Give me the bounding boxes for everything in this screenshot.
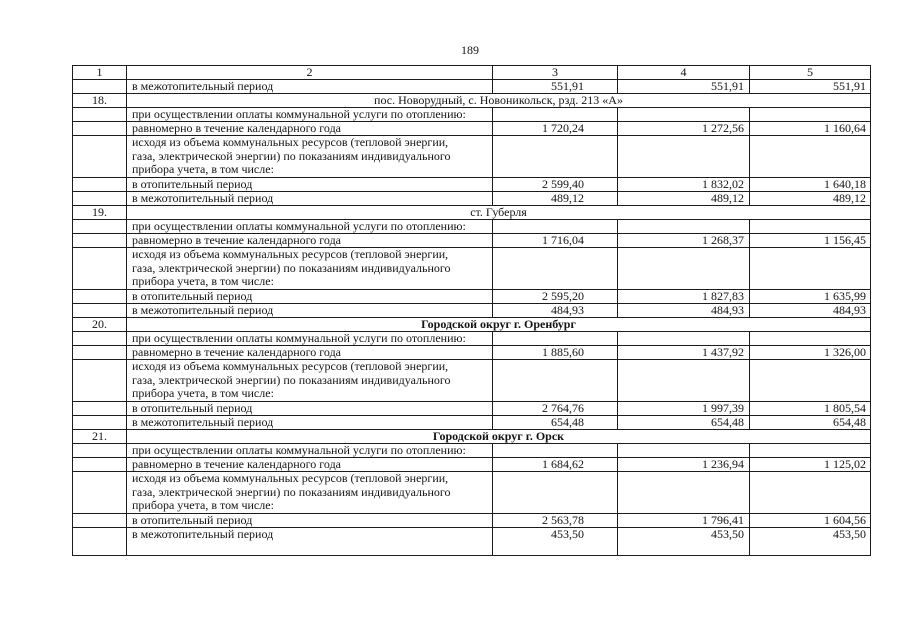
empty-cell [618,248,750,290]
uniform-payment-label: равномерно в течение календарного года [127,122,493,136]
uniform-payment-value-col3: 1 716,04 [493,234,618,248]
empty-cell [618,136,750,178]
uniform-payment-value-col4: 1 437,92 [618,346,750,360]
non-heating-label: в межотопительный период [127,416,493,430]
empty-cell [73,360,127,402]
meter-based-label-line: исходя из объема коммунальных ресурсов (тепловой энергии, [132,359,449,374]
uniform-payment-label: равномерно в течение календарного года [127,346,493,360]
heating-period-label: в отопительный период [127,290,493,304]
empty-cell [73,108,127,122]
non-heating-value-col3: 453,50 [493,528,618,556]
empty-cell [618,360,750,402]
payment-method-row [73,332,871,346]
header-col-2: 2 [127,66,493,80]
empty-cell [493,248,618,290]
empty-cell [750,248,871,290]
non-heating-value-col5: 551,91 [750,80,871,94]
group-title-row [73,206,871,220]
payment-method-row [73,108,871,122]
empty-cell [618,472,750,514]
group-number: 19. [73,206,127,220]
heating-period-value-col4: 1 832,02 [618,178,750,192]
uniform-payment-value-col5: 1 326,00 [750,346,871,360]
heating-period-label: в отопительный период [127,178,493,192]
group-title: Городской округ г. Орск [127,430,871,444]
uniform-payment-value-col3: 1 720,24 [493,122,618,136]
empty-cell [750,444,871,458]
non-heating-label: в межотопительный период [127,192,493,206]
empty-cell [73,290,127,304]
non-heating-period-row [73,528,871,556]
meter-based-label [127,248,493,290]
empty-cell [73,248,127,290]
empty-cell [73,332,127,346]
meter-based-label-line: исходя из объема коммунальных ресурсов (тепловой энергии, [132,471,449,486]
non-heating-value-col3: 654,48 [493,416,618,430]
heating-period-value-col3: 2 764,76 [493,402,618,416]
heating-period-value-col4: 1 796,41 [618,514,750,528]
empty-cell [493,444,618,458]
non-heating-label: в межотопительный период [127,80,493,94]
empty-cell [493,472,618,514]
uniform-payment-value-col5: 1 125,02 [750,458,871,472]
non-heating-value-col3: 484,93 [493,304,618,318]
group-title: ст. Губерля [127,206,871,220]
meter-based-row [73,360,871,402]
uniform-payment-row [73,234,871,248]
empty-cell [73,458,127,472]
meter-based-row [73,248,871,290]
non-heating-value-col3: 551,91 [493,80,618,94]
empty-cell [73,220,127,234]
group-title-row [73,430,871,444]
heating-period-value-col4: 1 827,83 [618,290,750,304]
heating-period-value-col5: 1 805,54 [750,402,871,416]
empty-cell [493,220,618,234]
uniform-payment-value-col4: 1 236,94 [618,458,750,472]
empty-cell [73,416,127,430]
uniform-payment-label: равномерно в течение календарного года [127,458,493,472]
empty-cell [618,332,750,346]
group-number: 20. [73,318,127,332]
heating-period-value-col5: 1 604,56 [750,514,871,528]
header-col-4: 4 [618,66,750,80]
non-heating-value-col5: 489,12 [750,192,871,206]
header-col-5: 5 [750,66,871,80]
uniform-payment-value-col4: 1 272,56 [618,122,750,136]
empty-cell [73,122,127,136]
empty-cell [73,402,127,416]
meter-based-label [127,360,493,402]
empty-cell [750,136,871,178]
non-heating-value-col3: 489,12 [493,192,618,206]
empty-cell [73,178,127,192]
meter-based-label [127,472,493,514]
group-title: Городской округ г. Оренбург [127,318,871,332]
payment-method-label: при осуществлении оплаты коммунальной услуги по отоплению: [127,220,493,234]
meter-based-label-line: прибора учета, в том числе: [132,386,274,401]
empty-cell [750,472,871,514]
heating-period-label: в отопительный период [127,402,493,416]
empty-cell [73,444,127,458]
empty-cell [618,108,750,122]
meter-based-row [73,136,871,178]
empty-cell [73,472,127,514]
empty-cell [750,332,871,346]
page-number: 189 [461,43,479,57]
non-heating-value-col4: 489,12 [618,192,750,206]
header-row [73,66,871,80]
payment-method-label: при осуществлении оплаты коммунальной услуги по отоплению: [127,444,493,458]
empty-cell [73,234,127,248]
empty-cell [750,360,871,402]
meter-based-label-line: прибора учета, в том числе: [132,498,274,513]
non-heating-value-col5: 484,93 [750,304,871,318]
non-heating-value-col4: 551,91 [618,80,750,94]
meter-based-label-line: газа, электрической энергии) по показаниям индивидуального [132,484,451,499]
non-heating-value-col4: 453,50 [618,528,750,556]
heating-period-row [73,514,871,528]
empty-cell [73,514,127,528]
meter-based-label-line: газа, электрической энергии) по показаниям индивидуального [132,260,451,275]
uniform-payment-value-col3: 1 684,62 [493,458,618,472]
non-heating-period-row [73,192,871,206]
empty-cell [493,360,618,402]
empty-cell [750,108,871,122]
non-heating-label: в межотопительный период [127,528,493,556]
meter-based-label [127,136,493,178]
uniform-payment-label: равномерно в течение календарного года [127,234,493,248]
uniform-payment-value-col5: 1 156,45 [750,234,871,248]
empty-cell [73,528,127,556]
heating-period-label: в отопительный период [127,514,493,528]
payment-method-row [73,444,871,458]
tariff-table [72,65,871,556]
uniform-payment-value-col5: 1 160,64 [750,122,871,136]
empty-cell [618,444,750,458]
heating-period-value-col3: 2 595,20 [493,290,618,304]
meter-based-label-line: прибора учета, в том числе: [132,162,274,177]
group-title-row [73,318,871,332]
payment-method-label: при осуществлении оплаты коммунальной услуги по отоплению: [127,108,493,122]
heating-period-row [73,290,871,304]
non-heating-label: в межотопительный период [127,304,493,318]
empty-cell [750,220,871,234]
non-heating-value-col4: 654,48 [618,416,750,430]
empty-cell [493,332,618,346]
heating-period-value-col3: 2 563,78 [493,514,618,528]
meter-based-label-line: газа, электрической энергии) по показаниям индивидуального [132,148,451,163]
heating-period-value-col5: 1 640,18 [750,178,871,192]
meter-based-label-line: газа, электрической энергии) по показаниям индивидуального [132,372,451,387]
non-heating-value-col5: 654,48 [750,416,871,430]
empty-cell [73,346,127,360]
uniform-payment-value-col3: 1 885,60 [493,346,618,360]
empty-cell [493,136,618,178]
empty-cell [493,108,618,122]
heating-period-value-col3: 2 599,40 [493,178,618,192]
non-heating-value-col5: 453,50 [750,528,871,556]
header-col-1: 1 [73,66,127,80]
heating-period-row [73,402,871,416]
empty-cell [73,80,127,94]
meter-based-row [73,472,871,514]
payment-method-label: при осуществлении оплаты коммунальной услуги по отоплению: [127,332,493,346]
header-col-3: 3 [493,66,618,80]
heating-period-value-col4: 1 997,39 [618,402,750,416]
non-heating-value-col4: 484,93 [618,304,750,318]
uniform-payment-row [73,122,871,136]
payment-method-row [73,220,871,234]
group-title-row [73,94,871,108]
non-heating-period-row [73,304,871,318]
group-number: 21. [73,430,127,444]
group-number: 18. [73,94,127,108]
heating-period-row [73,178,871,192]
uniform-payment-row [73,458,871,472]
group-title: пос. Новорудный, с. Новоникольск, рзд. 213 «А» [127,94,871,108]
non-heating-period-row [73,416,871,430]
empty-cell [618,220,750,234]
meter-based-label-line: прибора учета, в том числе: [132,274,274,289]
uniform-payment-row [73,346,871,360]
meter-based-label-line: исходя из объема коммунальных ресурсов (тепловой энергии, [132,135,449,150]
meter-based-label-line: исходя из объема коммунальных ресурсов (тепловой энергии, [132,247,449,262]
uniform-payment-value-col4: 1 268,37 [618,234,750,248]
lead-row [73,80,871,94]
empty-cell [73,136,127,178]
empty-cell [73,192,127,206]
heating-period-value-col5: 1 635,99 [750,290,871,304]
empty-cell [73,304,127,318]
